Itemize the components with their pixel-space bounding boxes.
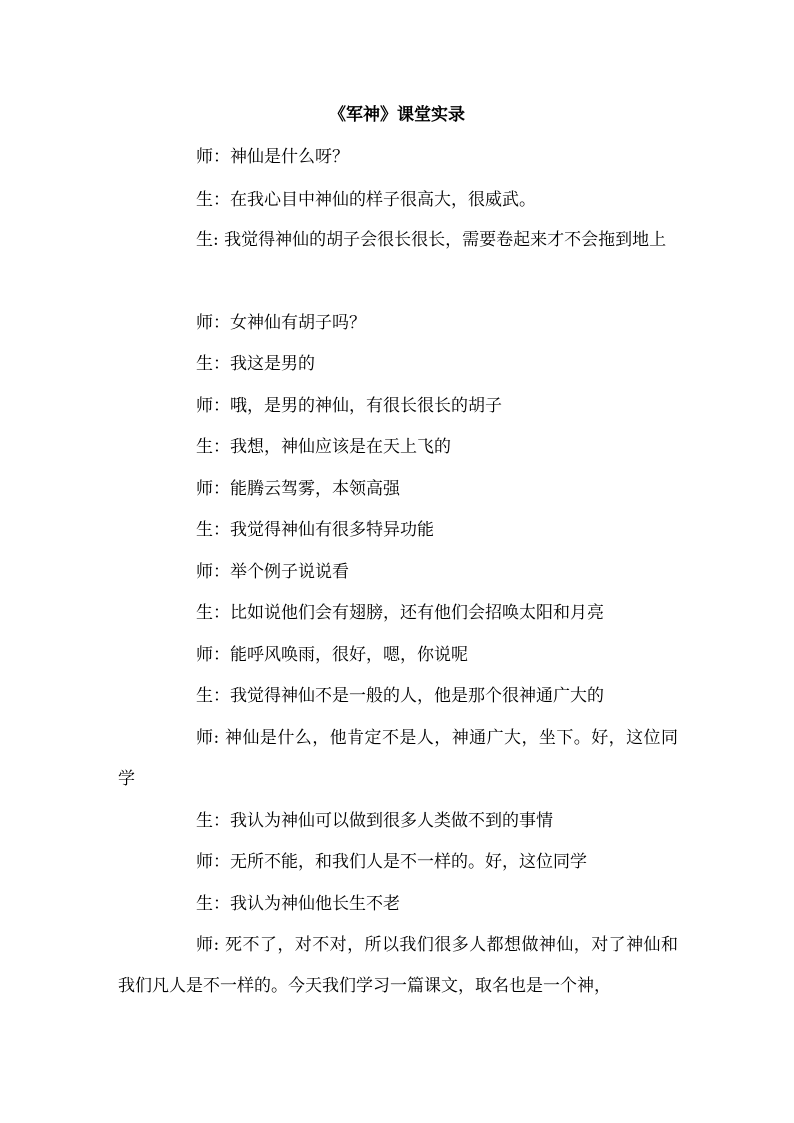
paragraph: 师：无所不能，和我们人是不一样的。好，这位同学 [196, 852, 587, 872]
paragraph: 师：神仙是什么呀？ [196, 147, 349, 167]
paragraph: 生：我这是男的 [196, 354, 315, 374]
paragraph: 师：能呼风唤雨，很好，嗯，你说呢 [196, 645, 468, 665]
paragraph: 师：哦，是男的神仙，有很长很长的胡子 [196, 396, 502, 416]
paragraph: 师：举个例子说说看 [196, 562, 349, 582]
paragraph: 师：能腾云驾雾，本领高强 [196, 479, 400, 499]
paragraph: 师：女神仙有胡子吗？ [196, 313, 366, 333]
paragraph: 生：比如说他们会有翅膀，还有他们会招唤太阳和月亮 [196, 603, 604, 623]
document-title: 《军神》课堂实录 [329, 105, 465, 125]
paragraph: 生: 我觉得神仙的胡子会很长很长，需要卷起来才不会拖到地上 [196, 230, 667, 250]
paragraph: 生：在我心目中神仙的样子很高大，很威武。 [196, 190, 536, 210]
paragraph: 生：我觉得神仙有很多特异功能 [196, 520, 434, 540]
paragraph: 生：我想，神仙应该是在天上飞的 [196, 437, 451, 457]
paragraph: 生：我觉得神仙不是一般的人，他是那个很神通广大的 [196, 686, 604, 706]
paragraph: 生：我认为神仙他长生不老 [196, 894, 400, 914]
paragraph: 生：我认为神仙可以做到很多人类做不到的事情 [196, 811, 553, 831]
paragraph: 师: 死不了，对不对，所以我们很多人都想做神仙，对了神仙和我们凡人是不一样的。今天我们学习一篇课文，取名也是一个神， [118, 935, 678, 996]
paragraph: 师: 神仙是什么，他肯定不是人，神通广大，坐下。好，这位同学 [118, 728, 678, 789]
